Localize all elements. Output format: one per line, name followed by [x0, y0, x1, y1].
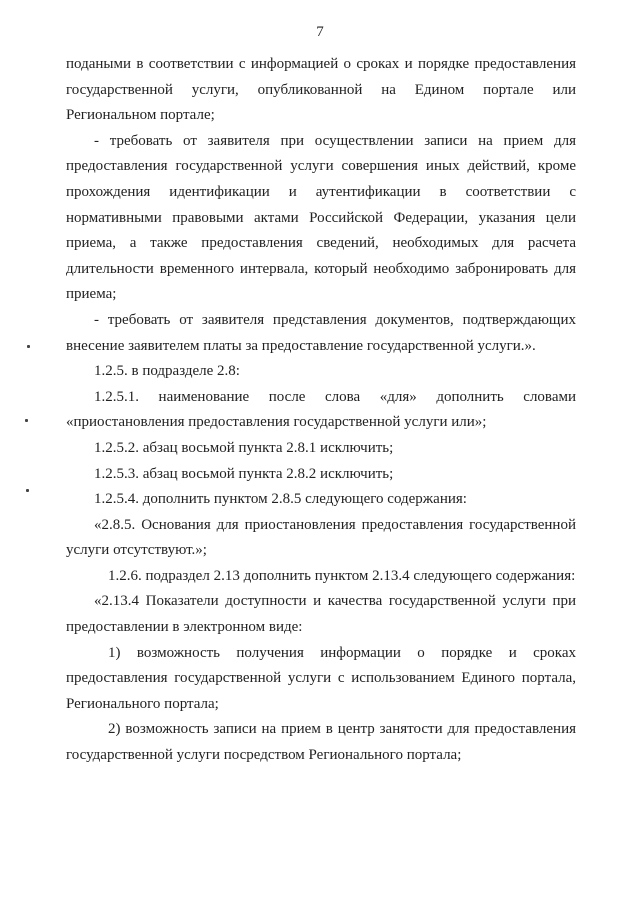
- scan-speck: [27, 345, 30, 348]
- paragraph-1: подаными в соответствии с информацией о сроках и порядке предоставления государственной услуги, опубликованной на Едином портале или Региональном портале;: [66, 56, 576, 124]
- paragraph-9: «2.8.5. Основания для приостановления предоставления государственной услуги отсутствуют.»;: [66, 516, 576, 559]
- paragraph-6: 1.2.5.2. абзац восьмой пункта 2.8.1 исключить;: [94, 439, 394, 456]
- paragraph-3: - требовать от заявителя представления документов, подтверждающих внесение заявителем платы за предоставление государственной услуги.».: [66, 311, 576, 354]
- paragraph-13: 2) возможность записи на прием в центр занятости для предоставления государственной услуги посредством Регионального портала;: [66, 721, 576, 764]
- document-body: [66, 52, 576, 769]
- page-number: 7: [316, 24, 324, 40]
- paragraph-11: «2.13.4 Показатели доступности и качества государственной услуги при предоставлении в электронном виде:: [66, 593, 576, 636]
- paragraph-7: 1.2.5.3. абзац восьмой пункта 2.8.2 исключить;: [94, 465, 394, 482]
- scan-speck: [26, 489, 29, 492]
- paragraph-2: - требовать от заявителя при осуществлении записи на прием для предоставления государственной услуги совершения иных действий, кроме прохождения идентификации и аутентификации в соответствии с нормативными правовыми актами Российской Федерации, указания цели приема, а также предоставления сведений, необходимых для расчета длительности временного интервала, который необходимо забронировать для приема;: [66, 132, 576, 303]
- paragraph-10: 1.2.6. подраздел 2.13 дополнить пунктом 2.13.4 следующего содержания:: [108, 567, 576, 584]
- scan-speck: [25, 419, 28, 422]
- paragraph-12: 1) возможность получения информации о порядке и сроках предоставления государственной услуги с использованием Единого портала, Регионального портала;: [66, 644, 576, 712]
- paragraph-5: 1.2.5.1. наименование после слова «для» дополнить словами «приостановления предоставления государственной услуги или»;: [66, 388, 576, 431]
- paragraph-4: 1.2.5. в подразделе 2.8:: [94, 363, 240, 380]
- paragraph-8: 1.2.5.4. дополнить пунктом 2.8.5 следующего содержания:: [94, 491, 467, 508]
